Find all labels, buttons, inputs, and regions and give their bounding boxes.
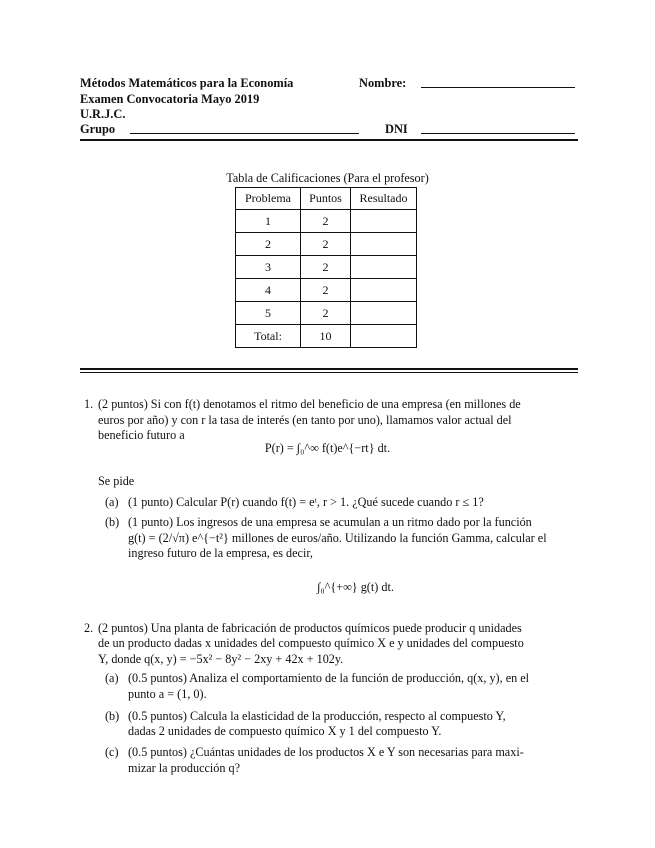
problem1-b-equation: ∫₀^{+∞} g(t) dt. <box>317 580 394 594</box>
result-cell[interactable] <box>351 256 417 279</box>
problem-cell: 1 <box>236 210 301 233</box>
problem-cell: 3 <box>236 256 301 279</box>
header-problem: Problema <box>236 188 301 210</box>
university: U.R.J.C. <box>80 107 126 121</box>
problem1-b-line3: ingreso futuro de la empresa, es decir, <box>128 546 313 560</box>
group-label: Grupo <box>80 122 116 136</box>
name-line[interactable] <box>421 87 575 88</box>
points-cell: 2 <box>301 210 351 233</box>
problem2-number: 2. <box>84 621 94 635</box>
problem2-b-line2: dadas 2 unidades de compuesto químico X y 1 del compuesto Y. <box>128 724 442 738</box>
problem1-equation: P(r) = ∫₀^∞ f(t)e^{−rt} dt. <box>264 441 391 455</box>
problem2-b-line1: (0.5 puntos) Calcula la elasticidad de la producción, respecto al compuesto Y, <box>128 709 506 723</box>
problem1-b-line2: g(t) = (2/√π) e^{−t²} millones de euros/año. Utilizando la función Gamma, calcular el <box>128 531 547 545</box>
name-label: Nombre: <box>359 76 407 90</box>
problem1-line3: beneficio futuro a <box>98 428 185 442</box>
course-title: Métodos Matemáticos para la Economía <box>80 76 294 90</box>
dni-label: DNI <box>385 122 408 136</box>
group-line[interactable] <box>130 133 359 134</box>
points-cell: 2 <box>301 279 351 302</box>
table-rule <box>80 368 578 370</box>
dni-line[interactable] <box>421 133 575 134</box>
result-cell[interactable] <box>351 279 417 302</box>
table-row <box>236 256 417 279</box>
table-row <box>236 210 417 233</box>
result-cell[interactable] <box>351 233 417 256</box>
problem2-line1: (2 puntos) Una planta de fabricación de productos químicos puede producir q unidades <box>98 621 522 635</box>
problem2-c-line2: mizar la producción q? <box>128 761 241 775</box>
problem-cell: 2 <box>236 233 301 256</box>
problem2-a-line1: (0.5 puntos) Analiza el comportamiento de la función de producción, q(x, y), en el <box>128 671 530 685</box>
total-label: Total: <box>236 325 301 348</box>
exam-title: Examen Convocatoria Mayo 2019 <box>80 92 260 106</box>
grades-table <box>235 187 417 348</box>
problem2-b-label: (b) <box>105 709 120 723</box>
table-row <box>236 302 417 325</box>
result-cell[interactable] <box>351 302 417 325</box>
problem1-line1: (2 puntos) Si con f(t) denotamos el ritmo del beneficio de una empresa (en millones de <box>98 397 521 411</box>
result-cell[interactable] <box>351 210 417 233</box>
problem2-a-line2: punto a = (1, 0). <box>128 687 207 701</box>
grades-caption: Tabla de Calificaciones (Para el profesor) <box>226 171 429 185</box>
problem1-number: 1. <box>84 397 94 411</box>
points-cell: 2 <box>301 256 351 279</box>
total-points: 10 <box>301 325 351 348</box>
problem1-a-label: (a) <box>105 495 119 509</box>
problem-cell: 5 <box>236 302 301 325</box>
problem2-a-label: (a) <box>105 671 119 685</box>
problem1-se-pide: Se pide <box>98 474 135 488</box>
header-result: Resultado <box>351 188 417 210</box>
problem2-c-line1: (0.5 puntos) ¿Cuántas unidades de los productos X e Y son necesarias para maxi- <box>128 745 524 759</box>
problem2-line2: de un producto dadas x unidades del compuesto químico X e y unidades del compuesto <box>98 636 524 650</box>
total-result-cell[interactable] <box>351 325 417 348</box>
table-rule-thin <box>80 372 578 373</box>
problem-cell: 4 <box>236 279 301 302</box>
points-cell: 2 <box>301 302 351 325</box>
problem1-b-line1: (1 punto) Los ingresos de una empresa se acumulan a un ritmo dado por la función <box>128 515 532 529</box>
header-rule <box>80 139 578 141</box>
table-row <box>236 233 417 256</box>
table-row <box>236 279 417 302</box>
problem1-a-text: (1 punto) Calcular P(r) cuando f(t) = eᵗ, r > 1. ¿Qué sucede cuando r ≤ 1? <box>128 495 484 509</box>
table-row-total <box>236 325 417 348</box>
header-points: Puntos <box>301 188 351 210</box>
problem1-b-label: (b) <box>105 515 120 529</box>
problem2-line3: Y, donde q(x, y) = −5x² − 8y² − 2xy + 42x + 102y. <box>98 652 344 666</box>
points-cell: 2 <box>301 233 351 256</box>
problem1-line2: euros por año) y con r la tasa de interés (en tanto por uno), llamamos valor actual del <box>98 413 512 427</box>
problem2-c-label: (c) <box>105 745 119 759</box>
